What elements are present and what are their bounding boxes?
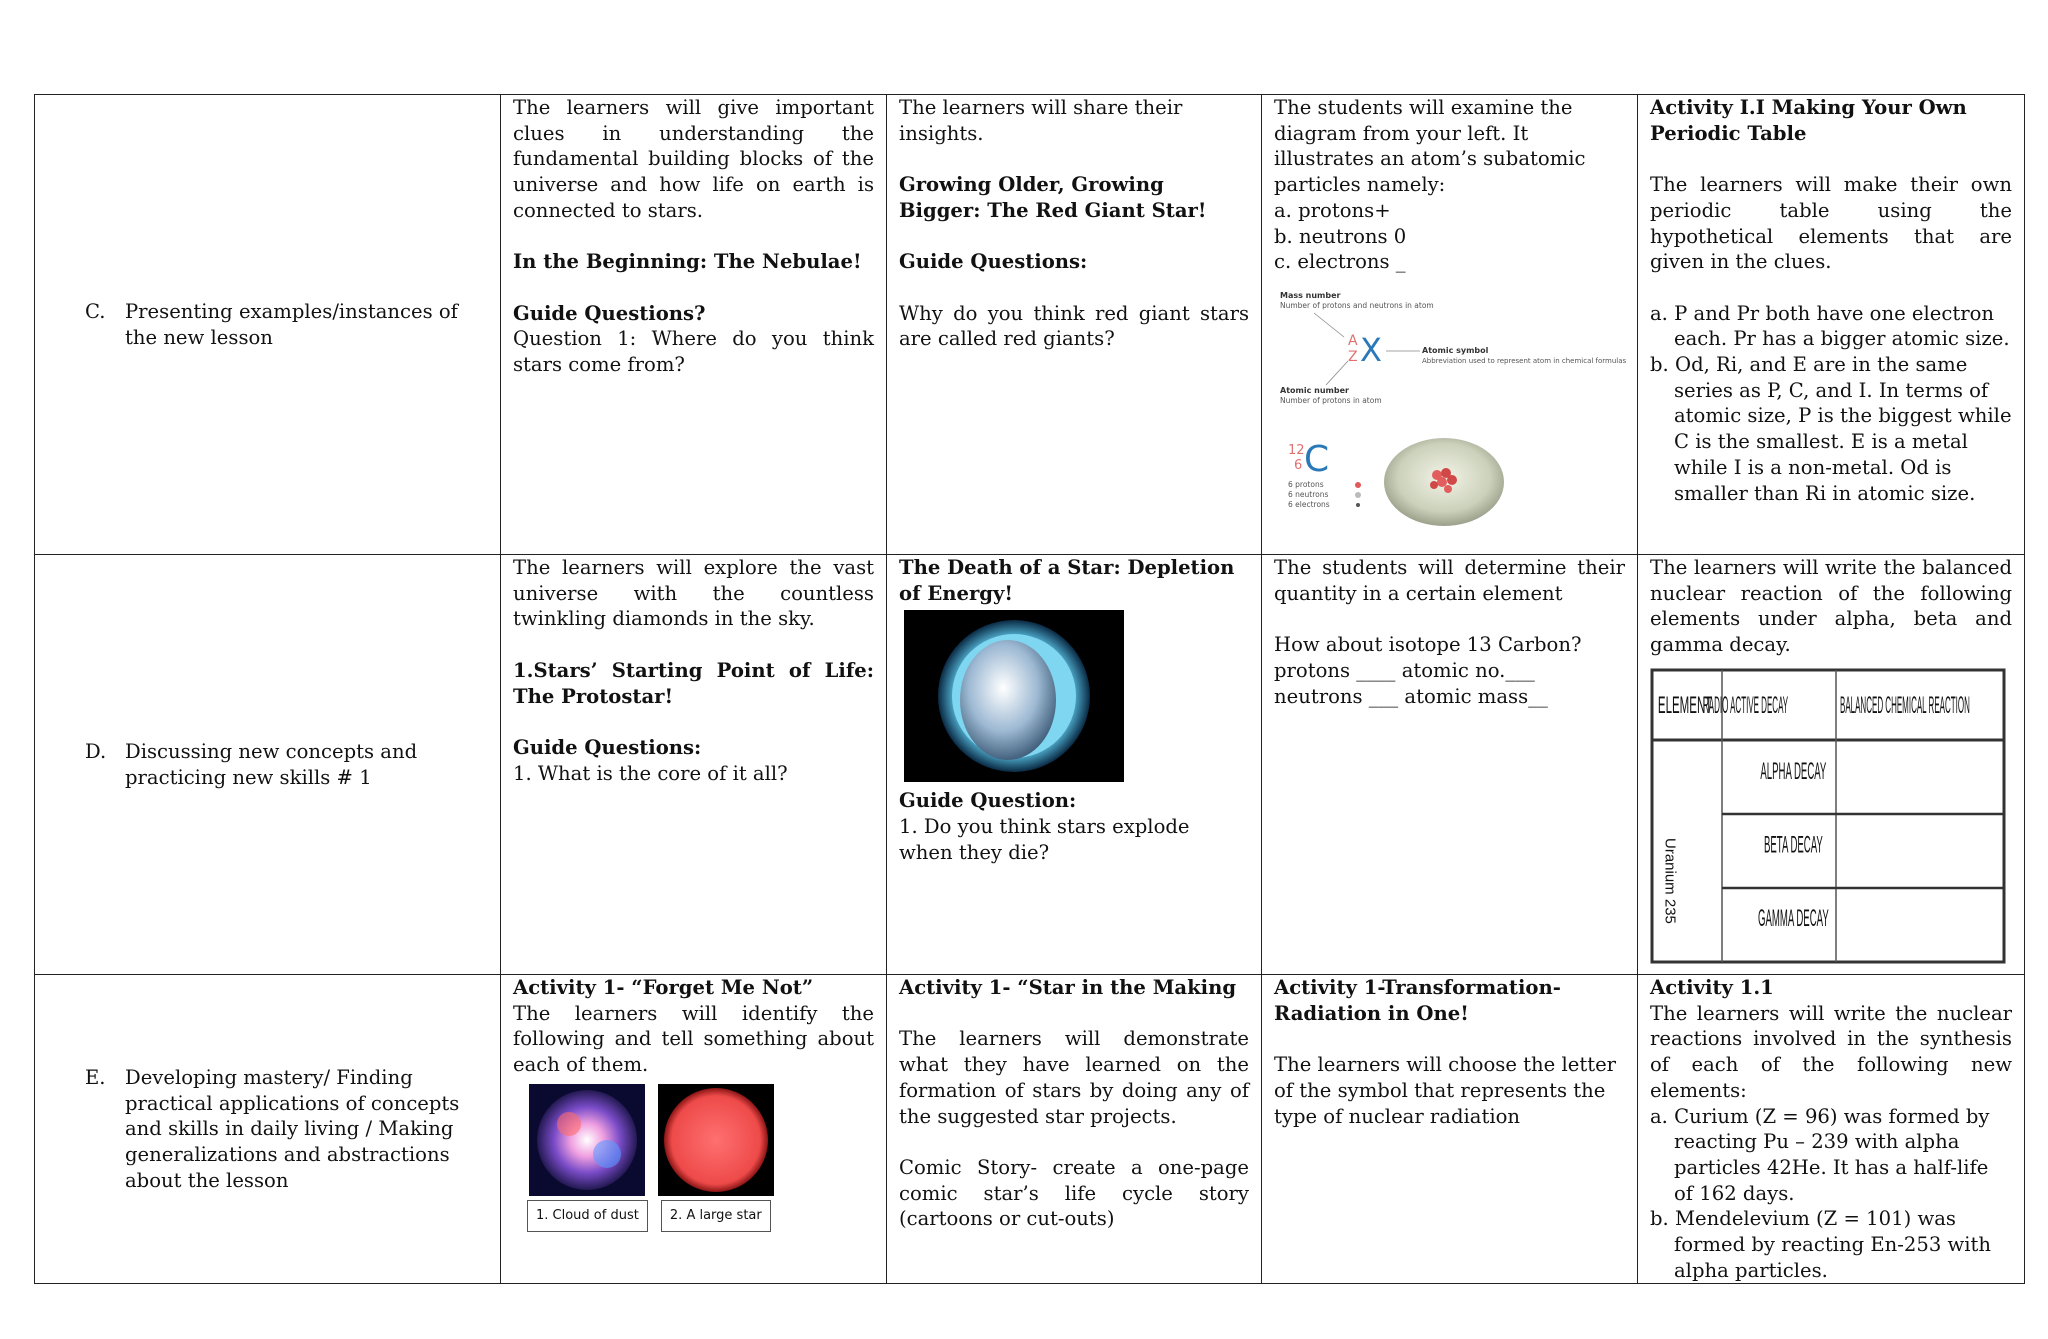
list-item: b. neutrons 0 [1274,224,1407,248]
col2-cell [887,975,1262,1284]
cell-heading: Activity I.I Making Your Own Periodic Table [1650,96,1967,145]
atomic-notation-diagram [1274,289,1627,539]
decay-table-decay: ALPHA DECAY [1760,756,1827,785]
table-row [35,975,2025,1284]
col1-cell [501,95,887,555]
cell-intro: The learners will demonstrate what they have learned on the formation of stars by doing any of the suggested star projects. [899,1027,1249,1128]
cell-heading: Activity 1- “Forget Me Not” [513,976,814,999]
carbon-list-item: 6 protons [1288,479,1324,489]
lesson-plan-page [34,94,2024,1284]
row-label: Presenting examples/instances of the new lesson [125,299,458,349]
cell-extra: Comic Story- create a one-page comic star’s life cycle story (cartoons or cut-outs) [899,1155,1249,1231]
col4-cell [1638,555,2025,975]
fill-line: neutrons ___ atomic mass__ [1274,684,1548,708]
decay-table-decay: GAMMA DECAY [1758,903,1829,932]
image-caption: 2. A large star [661,1200,771,1232]
row-letter: D. [85,739,107,763]
image-caption: 1. Cloud of dust [527,1200,648,1232]
carbon-list-item: 6 neutrons [1288,489,1329,499]
cell-intro: The learners will share their insights. [899,96,1183,145]
row-label-cell [35,975,501,1284]
cell-heading: Growing Older, Growing Bigger: The Red Giant Star! [899,173,1207,222]
mass-number-desc: Number of protons and neutrons in atom [1280,300,1434,310]
carbon-mass: 12 [1288,442,1305,458]
col3-cell [1262,555,1638,975]
row-label: Developing mastery/ Finding practical applications of concepts and skills in daily living / Making generalizations and abstractions about the lesson [125,1065,460,1192]
row-letter: E. [85,1065,106,1089]
carbon-symbol: C [1304,438,1330,480]
row-label-cell [35,95,501,555]
carbon-z: 6 [1294,457,1303,473]
cell-heading: Activity 1.1 [1650,976,1774,999]
col4-cell [1638,95,2025,555]
mass-number-a: A [1348,332,1358,349]
list-item: b. Mendelevium (Z = 101) was formed by reacting En-253 with alpha particles. [1650,1207,1992,1282]
guide-question: Why do you think red giant stars are called red giants? [899,301,1249,351]
guide-question: Question 1: Where do you think stars come from? [513,327,874,376]
list-item: a. P and Pr both have one electron each. Pr has a bigger atomic size. [1650,301,2010,351]
col2-cell [887,95,1262,555]
atomic-symbol-desc: Abbreviation used to represent atom in chemical formulas [1422,356,1627,365]
list-item: b. Od, Ri, and E are in the same series as P, C, and I. In terms of atomic size, P is the biggest while C is the smallest. E is a metal while I is a non-metal. Od is smaller than Ri in atomic size. [1650,353,2012,505]
cell-heading: The Death of a Star: Depletion of Energy! [899,556,1235,605]
cell-heading: In the Beginning: The Nebulae! [513,250,862,274]
row-label: Discussing new concepts and practicing new skills # 1 [125,739,418,789]
large-star-image [658,1084,774,1196]
col4-cell [1638,975,2025,1284]
decay-table-element: Uranium 235 [1661,837,1679,924]
col3-cell [1262,975,1638,1284]
guide-heading: Guide Questions? [513,301,706,325]
mass-number-title: Mass number [1280,290,1341,300]
list-item: a. protons+ [1274,198,1391,222]
atomic-number-title: Atomic number [1280,385,1349,395]
cell-heading: 1.Stars’ Starting Point of Life: The Protostar! [513,658,874,708]
guide-heading: Guide Question: [899,789,1077,813]
guide-question: 1. What is the core of it all? [513,761,788,785]
carbon-list-item: 6 electrons [1288,499,1330,509]
col1-cell [501,975,887,1284]
row-letter: C. [85,299,106,323]
row-label-cell [35,555,501,975]
list-item: c. electrons _ [1274,250,1406,274]
cell-intro: The learners will identify the following and tell something about each of them. [513,1001,874,1077]
cell-intro: The learners will write the balanced nuclear reaction of the following elements under alpha, beta and gamma decay. [1650,556,2012,657]
col3-cell [1262,95,1638,555]
list-item: a. Curium (Z = 96) was formed by reacting Pu – 239 with alpha particles 42He. It has a half-life of 162 days. [1650,1104,1990,1205]
decay-table-decay: BETA DECAY [1764,829,1823,858]
atomic-number-desc: Number of protons in atom [1280,395,1382,405]
guide-question: 1. Do you think stars explode when they die? [899,815,1190,864]
cell-question: How about isotope 13 Carbon? [1274,633,1582,657]
cell-intro: The students will examine the diagram from your left. It illustrates an atom’s subatomic particles namely: [1274,96,1586,197]
table-row [35,95,2025,555]
cell-intro: The learners will write the nuclear reactions involved in the synthesis of each of the following new elements: [1650,1001,2012,1102]
col1-cell [501,555,887,975]
decay-table-image [1650,668,2006,964]
lesson-plan-table [34,94,2025,1284]
cloud-of-dust-image [529,1084,645,1196]
cell-intro: The learners will choose the letter of the symbol that represents the type of nuclear radiation [1274,1053,1617,1128]
table-row [35,555,2025,975]
decay-table-header: ELEMENT [1657,691,1713,718]
cell-heading: Activity 1- “Star in the Making [899,976,1237,999]
decay-table-header: RADIO ACTIVE DECAY [1703,691,1789,719]
guide-heading: Guide Questions: [513,735,702,759]
atomic-number-z: Z [1348,348,1358,365]
atomic-symbol-x: X [1360,330,1382,369]
guide-heading: Guide Questions: [899,250,1088,274]
cell-intro: The learners will make their own periodic table using the hypothetical elements that are given in the clues. [1650,173,2012,274]
col2-cell [887,555,1262,975]
dying-star-image [904,610,1124,782]
cell-heading: Activity 1-Transformation-Radiation in One! [1274,976,1561,1025]
atomic-symbol-title: Atomic symbol [1422,345,1489,355]
cell-intro: The learners will give important clues in understanding the fundamental building blocks of the universe and how life on earth is connected to stars. [513,96,874,222]
decay-table-header: BALANCED CHEMICAL REACTION [1840,691,1970,719]
cell-intro: The students will determine their quantity in a certain element [1274,556,1625,605]
cell-intro: The learners will explore the vast universe with the countless twinkling diamonds in the sky. [513,556,874,631]
fill-line: protons ____ atomic no.___ [1274,658,1535,682]
